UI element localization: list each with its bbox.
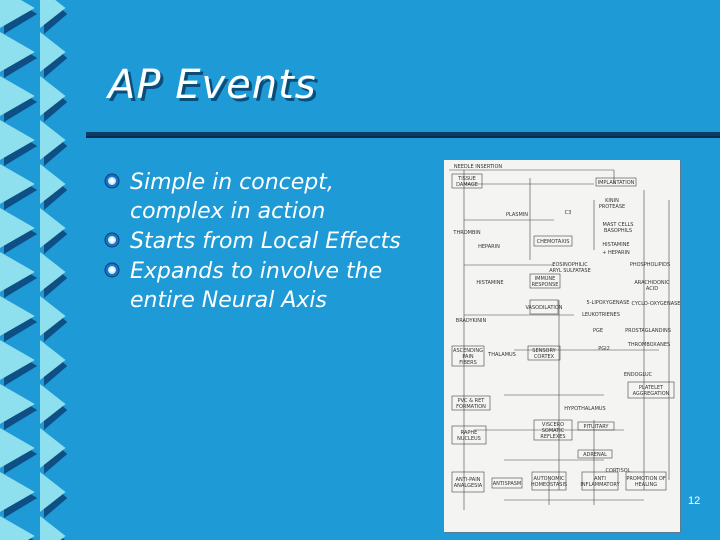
flowchart-label: THALAMUS [488,352,516,358]
flowchart-label: PROMOTION OF [626,476,666,482]
flowchart-label: FIBERS [459,360,477,366]
flowchart-label: EOSINOPHILIC [552,262,588,268]
flowchart-label: SENSORY [532,348,556,354]
flowchart-label: ACID [645,286,659,292]
flowchart-label: ASCENDING [453,348,483,354]
flowchart-label: HISTAMINE [602,242,630,248]
flowchart-label: RAPHE [460,430,478,436]
flowchart-label: MAST CELLS [602,222,634,228]
flowchart-label: CYCLO-OXYGENASE [631,301,680,307]
flowchart-label: HISTAMINE [476,280,504,286]
flowchart-label: ARACHIDONIC [634,280,670,286]
circle-bullet-icon [104,173,120,189]
flowchart-label: RESPONSE [531,282,559,288]
slide-title: AP Events [108,62,317,108]
flowchart-label: 5-LIPOXYGENASE [586,300,630,306]
flowchart-label: PGE [592,328,604,334]
flowchart-label: ARYL SULFATASE [549,268,591,274]
flowchart-label: PGI2 [598,346,610,352]
flowchart-label: HEPARIN [478,244,500,250]
flowchart-label: ENDOGLUC [623,372,653,378]
flowchart-label: HEALING [634,482,658,488]
flowchart-label: REFLEXES [540,434,566,440]
flowchart-label: INFLAMMATORY [580,482,620,488]
decorative-triangle-border [0,0,84,540]
list-item [104,227,404,256]
flowchart-label: VISCERO [541,422,565,428]
flowchart-label: C3 [564,210,572,216]
border-triangle [0,516,35,540]
flowchart-label: PHOSPHOLIPIDS [629,262,671,268]
flowchart-label: CHEMOTAXIS [536,239,570,245]
bullet-list [104,168,404,316]
flowchart-label: THROMBOXANES [627,342,671,348]
flowchart-label: PVC & RET [457,398,485,404]
flowchart-label: LEUKOTRIENES [582,312,620,318]
flowchart-label: PROTEASE [598,204,626,210]
flowchart-label: NUCLEUS [457,436,481,442]
flowchart-label: PLASMIN [505,212,529,218]
flowchart-label: HOMEOSTASIS [530,482,568,488]
title-divider [86,132,720,138]
flowchart-label: HYPOTHALAMUS [564,406,606,412]
flowchart-label: CORTEX [533,354,555,360]
flowchart-label: AGGREGATION [632,391,670,397]
flowchart-label: DAMAGE [456,182,478,188]
flowchart-label: IMMUNE [534,276,556,282]
flowchart-label: VASODILATION [525,305,563,311]
bullet-text: Simple in concept, complex in action [130,170,334,224]
flowchart-label: PROSTAGLANDINS [625,328,671,334]
flowchart-label: AUTONOMIC [533,476,565,482]
page-number: 12 [688,495,701,507]
flowchart-label: + HEPARIN [602,250,630,256]
bullet-text: Starts from Local Effects [130,229,401,254]
bullet-text: Expands to involve the entire Neural Axis [130,259,383,313]
flowchart-label: BASOPHILS [603,228,633,234]
circle-bullet-icon [104,262,120,278]
flowchart-label: ANTI [594,476,606,482]
flowchart-label: ANALGESIA [453,483,483,489]
flowchart-label: BRADYKININ [455,318,487,324]
flowchart-label: IMPLANTATION [597,180,635,186]
border-triangle [40,516,66,540]
flowchart-label: FORMATION [456,404,486,410]
list-item [104,168,404,226]
flowchart-label: PLATELET [638,385,664,391]
flowchart-label: TISSUE [458,176,476,182]
flowchart-label: CORTISOL [605,468,631,474]
flowchart-label: ADRENAL [583,452,607,458]
flowchart-label: SOMATIC [541,428,565,434]
circle-bullet-icon [104,232,120,248]
flowchart-label: ANTI-PAIN [455,477,481,483]
flowchart-label: PAIN [462,354,474,360]
flowchart-label: PITUITARY [583,424,609,430]
pain-pathway-flowchart [444,160,680,532]
flowchart-label: THROMBIN [453,230,481,236]
flowchart-label: NEEDLE INSERTION [453,164,503,170]
flowchart-label: KININ [605,198,619,204]
list-item [104,257,404,315]
flowchart-label: ANTISPASM [492,481,522,487]
